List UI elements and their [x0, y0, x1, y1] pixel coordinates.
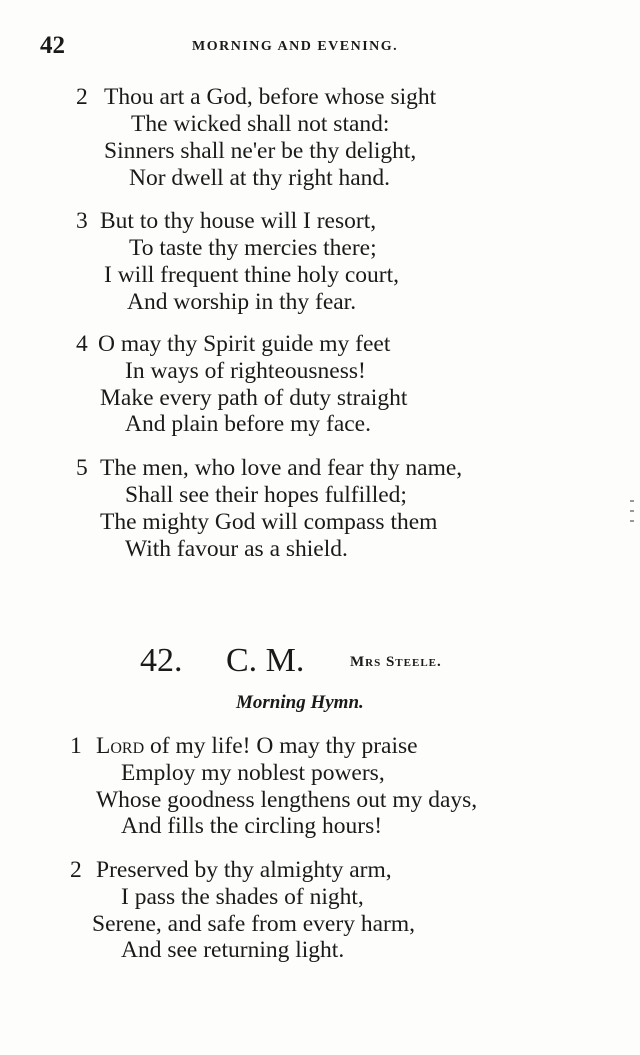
verse-line: To taste thy mercies there;	[129, 235, 377, 261]
verse-number: 5	[76, 455, 88, 481]
verse-number: 2	[70, 857, 82, 883]
verse-line: The wicked shall not stand:	[131, 111, 390, 137]
verse-line: And see returning light.	[121, 937, 345, 963]
verse-line: Nor dwell at thy right hand.	[129, 165, 391, 191]
verse-line: Serene, and safe from every harm,	[92, 911, 415, 937]
hymn-subtitle: Morning Hymn.	[236, 692, 364, 713]
hymn-header	[0, 642, 640, 682]
verse-line: And plain before my face.	[125, 411, 371, 437]
hymn-author: Mrs Steele.	[350, 654, 442, 670]
page-edge-marks	[630, 500, 634, 540]
verse-number: 3	[76, 208, 88, 234]
verse-line: But to thy house will I resort,	[100, 208, 377, 234]
verse-line: Shall see their hopes fulfilled;	[125, 482, 407, 508]
page-number: 42	[40, 32, 65, 59]
first-word: Lord	[96, 733, 145, 759]
verse-line: Sinners shall ne'er be thy delight,	[104, 138, 417, 164]
verse-line: With favour as a shield.	[125, 536, 348, 562]
verse-line: Whose goodness lengthens out my days,	[96, 787, 478, 813]
verse-line	[96, 733, 418, 759]
verse-line: In ways of righteousness!	[125, 358, 366, 384]
verse-line: Thou art a God, before whose sight	[104, 84, 437, 110]
verse-line: Employ my noblest powers,	[121, 760, 385, 786]
verse-line-rest: of my life! O may thy praise	[144, 733, 418, 759]
running-head	[40, 32, 600, 58]
verse-line: I pass the shades of night,	[121, 884, 364, 910]
verse-number: 2	[76, 84, 88, 110]
verse-number: 1	[70, 733, 82, 759]
verse-line: And fills the circling hours!	[121, 813, 383, 839]
hymn-meter: C. M.	[226, 642, 305, 679]
verse-line: And worship in thy fear.	[127, 289, 357, 315]
verse-number: 4	[76, 331, 88, 357]
verse-line: Preserved by thy almighty arm,	[96, 857, 392, 883]
verse-line: The mighty God will compass them	[100, 509, 438, 535]
verse-line: I will frequent thine holy court,	[104, 262, 399, 288]
hymn-number: 42.	[140, 642, 183, 679]
verse-line: Make every path of duty straight	[100, 385, 408, 411]
running-title: MORNING AND EVENING.	[192, 39, 399, 54]
verse-line: O may thy Spirit guide my feet	[98, 331, 391, 357]
verse-line: The men, who love and fear thy name,	[100, 455, 463, 481]
